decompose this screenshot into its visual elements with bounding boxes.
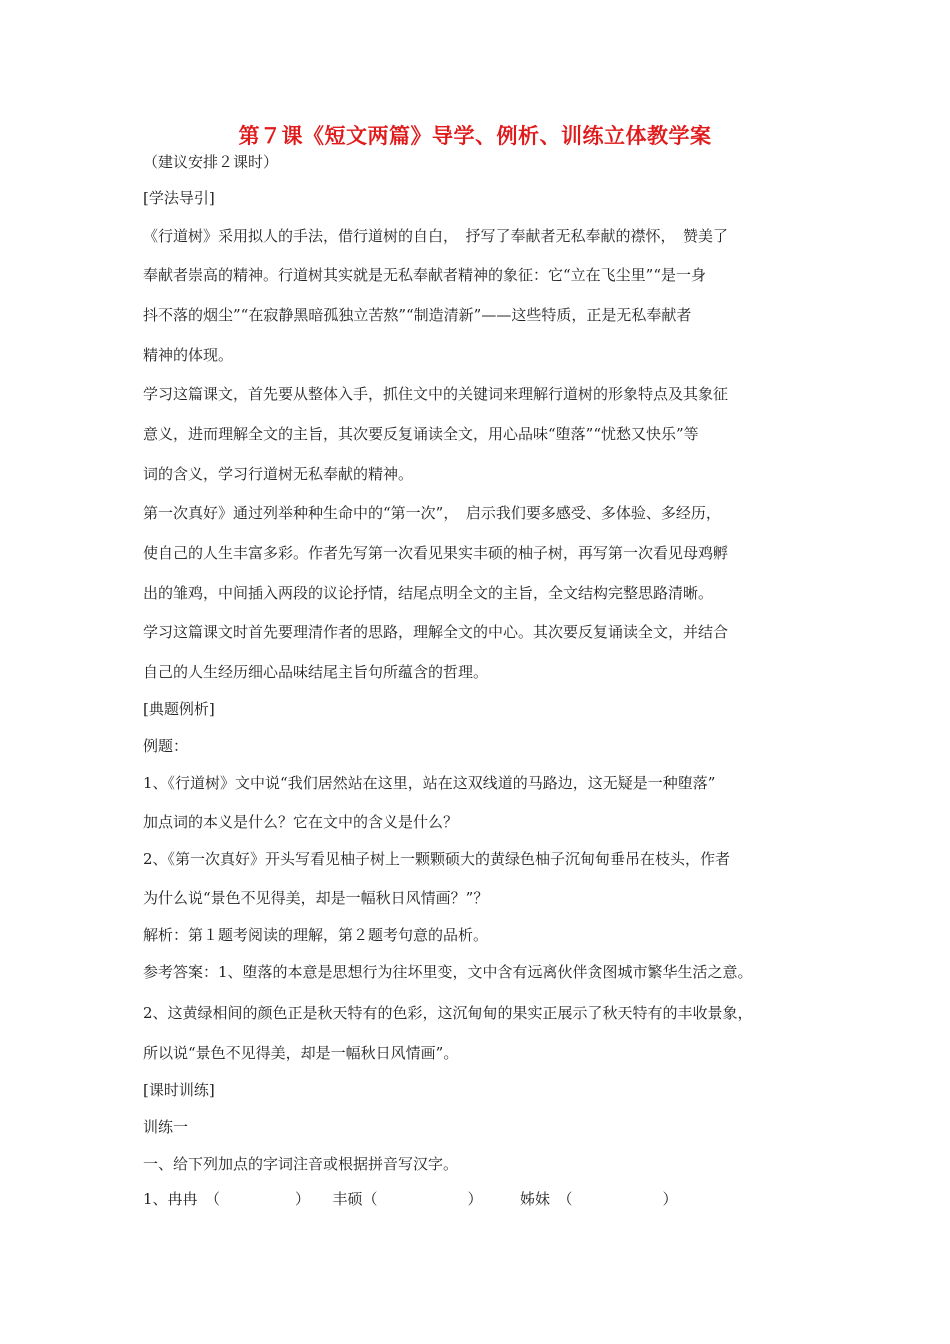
- example-label: 例题：: [143, 737, 189, 755]
- question-line: 加点词的本义是什么？它在文中的含义是什么？: [143, 813, 459, 831]
- paragraph-line: 意义，进而理解全文的主旨，其次要反复诵读全文，用心品味“堕落”“忧愁又快乐”等: [143, 425, 699, 443]
- paragraph-line: 《行道树》采用拟人的手法，借行道树的自白， 抒写了奉献者无私奉献的襟怀， 赞美了: [143, 227, 729, 245]
- paragraph-line: 使自己的人生丰富多彩。作者先写第一次看见果实丰硕的柚子树，再写第一次看见母鸡孵: [143, 544, 729, 562]
- document-title: 第７课《短文两篇》导学、例析、训练立体教学案: [238, 123, 712, 148]
- answer-line: 参考答案：1、堕落的本意是思想行为往坏里变，文中含有远离伙伴贪图城市繁华生活之意。: [143, 963, 753, 981]
- paragraph-line: 第一次真好》通过列举种种生命中的“第一次”， 启示我们要多感受、多体验、多经历，: [143, 504, 721, 522]
- question-line: 为什么说“景色不见得美，却是一幅秋日风情画？”？: [143, 889, 489, 907]
- paragraph-line: 出的雏鸡，中间插入两段的议论抒情，结尾点明全文的主旨，全文结构完整思路清晰。: [143, 584, 714, 602]
- section-heading-training: [课时训练]: [143, 1081, 215, 1099]
- training-label: 训练一: [143, 1118, 189, 1136]
- section-heading-guide: [学法导引]: [143, 189, 215, 207]
- document-subtitle: （建议安排２课时）: [143, 153, 279, 171]
- answer-line: 所以说“景色不见得美，却是一幅秋日风情画”。: [143, 1044, 459, 1062]
- section-heading-examples: [典题例析]: [143, 700, 215, 718]
- question-line: 1、《行道树》文中说“我们居然站在这里，站在这双线道的马路边，这无疑是一种堕落”: [143, 774, 716, 792]
- paragraph-line: 词的含义，学习行道树无私奉献的精神。: [143, 465, 414, 483]
- question-line: 2、《第一次真好》开头写看见柚子树上一颗颗硕大的黄绿色柚子沉甸甸垂吊在枝头，作者: [143, 850, 731, 868]
- paragraph-line: 学习这篇课文，首先要从整体入手，抓住文中的关键词来理解行道树的形象特点及其象征: [143, 385, 729, 403]
- paragraph-line: 精神的体现。: [143, 346, 234, 364]
- paragraph-line: 自己的人生经历细心品味结尾主旨句所蕴含的哲理。: [143, 663, 489, 681]
- answer-line: 2、这黄绿相间的颜色正是秋天特有的色彩，这沉甸甸的果实正展示了秋天特有的丰收景象，: [143, 1004, 753, 1022]
- paragraph-line: 抖不落的烟尘”“在寂静黑暗孤独立苦熬”“制造清新”——这些特质，正是无私奉献者: [143, 306, 692, 324]
- analysis-line: 解析：第１题考阅读的理解，第２题考句意的品析。: [143, 926, 489, 944]
- paragraph-line: 奉献者崇高的精神。行道树其实就是无私奉献者精神的象征：它“立在飞尘里”“是一身: [143, 266, 707, 284]
- task-items: 1、冉冉 （ ） 丰硕（ ） 姊妹 （ ）: [143, 1190, 678, 1208]
- paragraph-line: 学习这篇课文时首先要理清作者的思路，理解全文的中心。其次要反复诵读全文，并结合: [143, 623, 729, 641]
- task-instruction: 一、给下列加点的字词注音或根据拼音写汉字。: [143, 1155, 459, 1173]
